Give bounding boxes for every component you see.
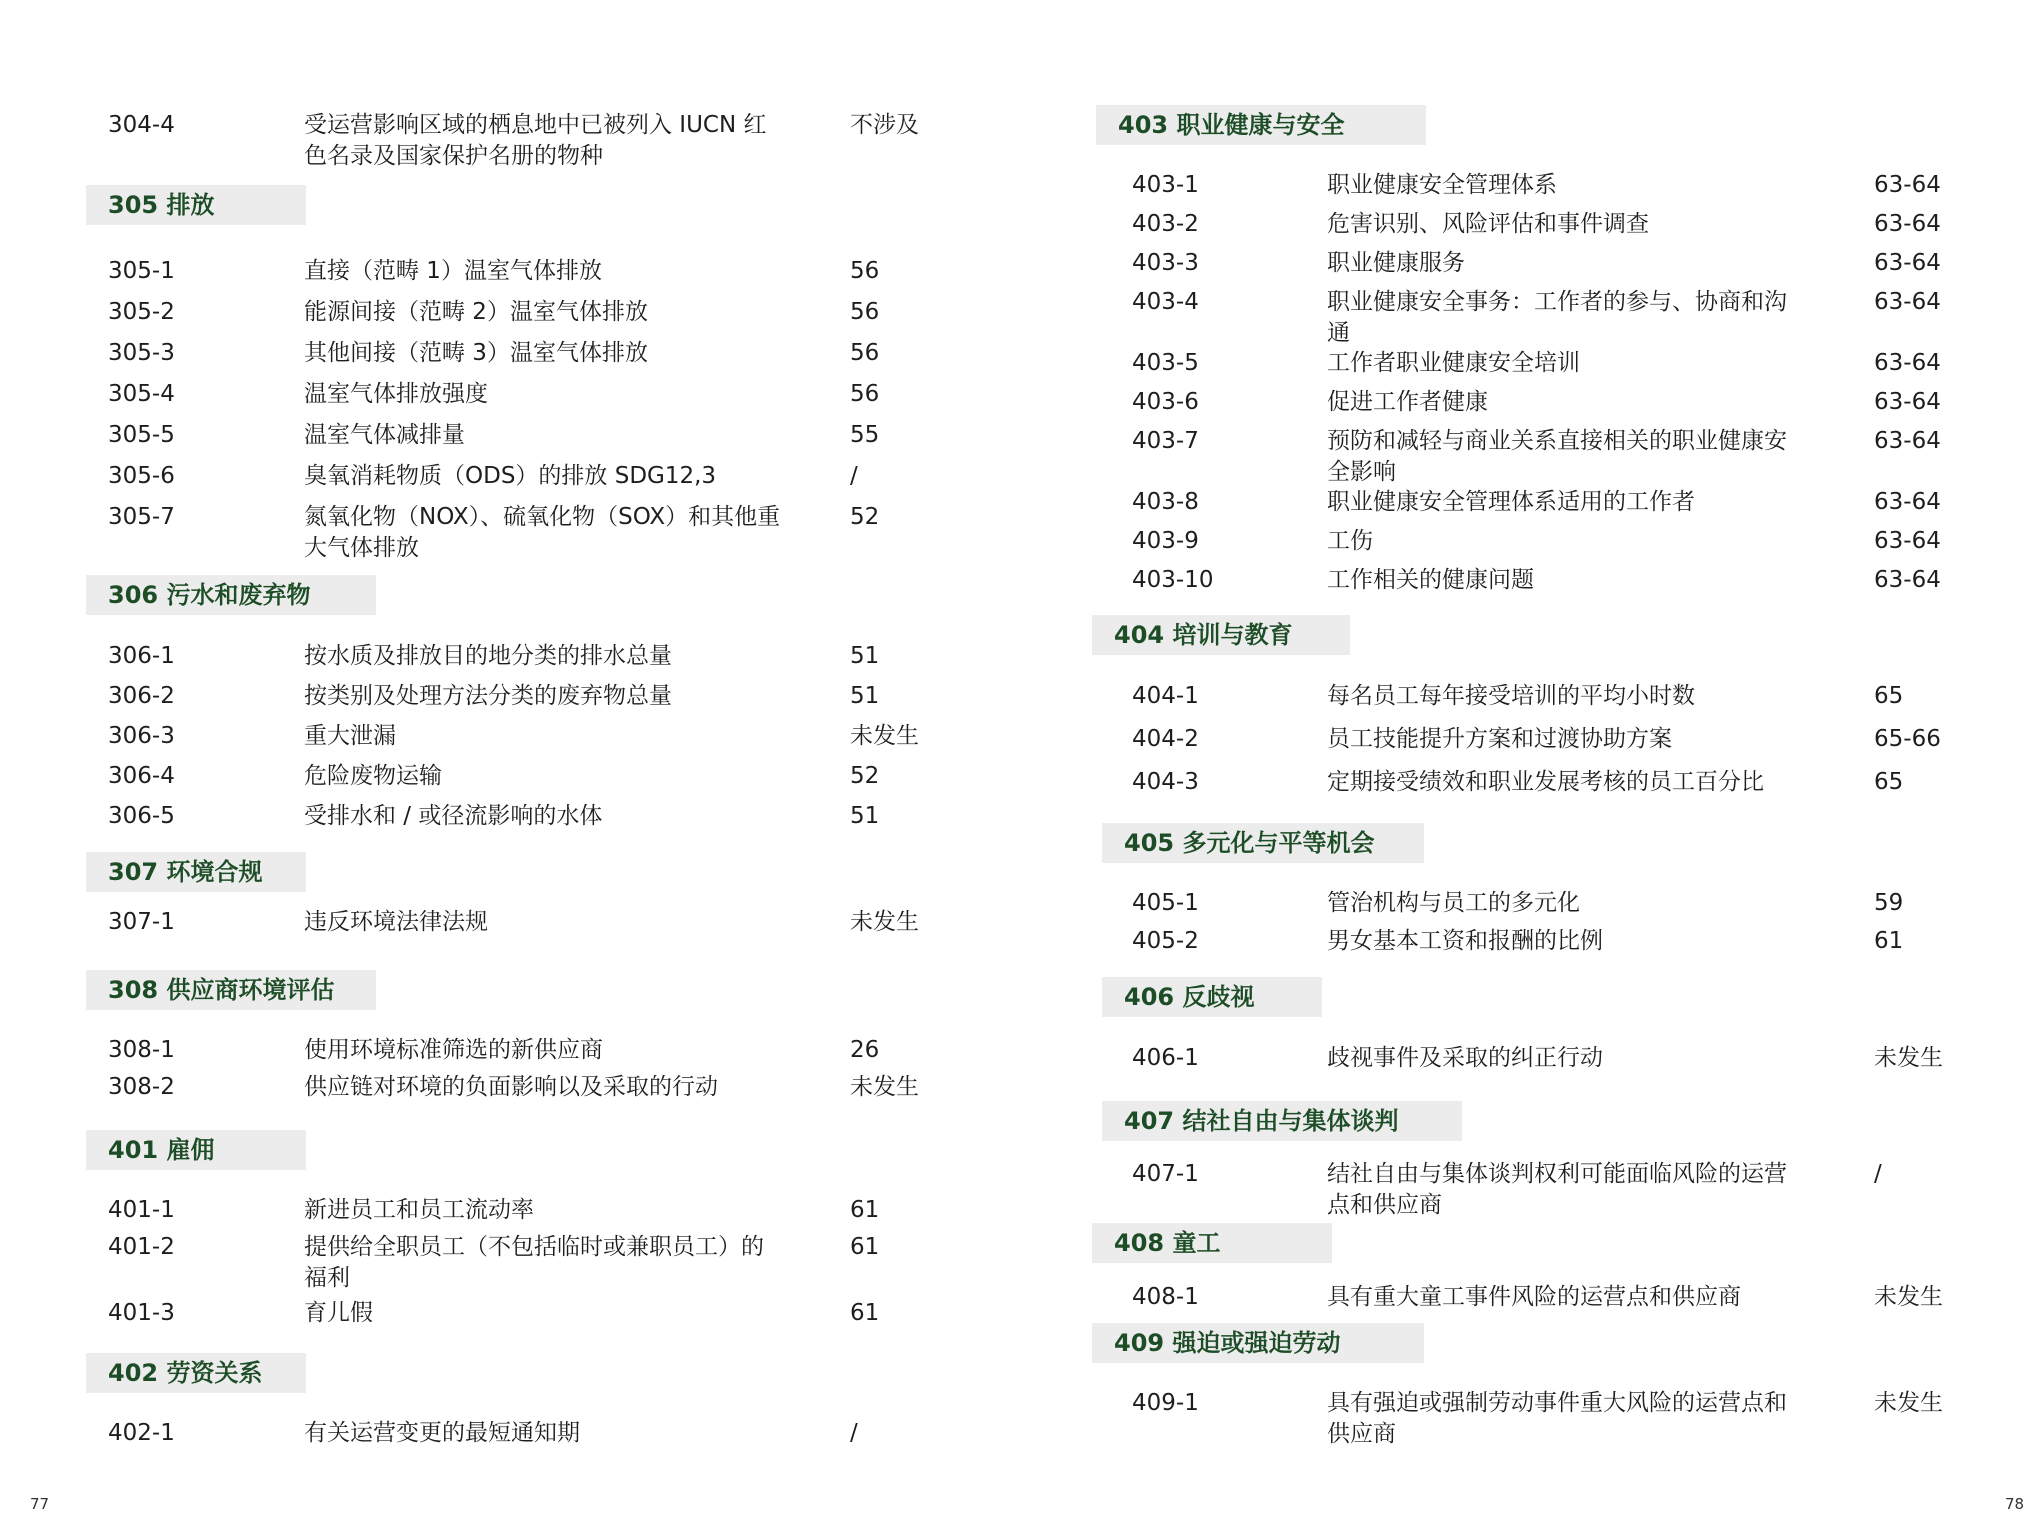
section-header-306: 306 污水和废弃物 — [86, 575, 376, 615]
disclosure-description: 温室气体减排量 — [304, 422, 465, 448]
disclosure-code: 403-9 — [1132, 528, 1199, 554]
disclosure-description: 受排水和 / 或径流影响的水体 — [304, 803, 603, 829]
disclosure-code: 305-4 — [108, 381, 175, 407]
disclosure-description: 能源间接（范畴 2）温室气体排放 — [304, 299, 648, 325]
page-reference: 未发生 — [1874, 1284, 1943, 1310]
disclosure-code: 308-2 — [108, 1074, 175, 1100]
disclosure-code: 407-1 — [1132, 1161, 1199, 1187]
page-reference: 63-64 — [1874, 350, 1941, 376]
disclosure-code: 404-3 — [1132, 769, 1199, 795]
page-reference: 61 — [850, 1234, 880, 1260]
disclosure-description: 职业健康安全管理体系 — [1327, 172, 1557, 198]
page-reference: / — [850, 463, 858, 489]
disclosure-description: 男女基本工资和报酬的比例 — [1327, 928, 1603, 954]
disclosure-description: 供应链对环境的负面影响以及采取的行动 — [304, 1074, 718, 1100]
page-reference: 56 — [850, 299, 880, 325]
disclosure-description: 违反环境法律法规 — [304, 909, 488, 935]
disclosure-code: 403-7 — [1132, 428, 1199, 454]
disclosure-description: 按类别及处理方法分类的废弃物总量 — [304, 683, 672, 709]
section-header-406: 406 反歧视 — [1102, 977, 1322, 1017]
section-header-401: 401 雇佣 — [86, 1130, 306, 1170]
disclosure-code: 307-1 — [108, 909, 175, 935]
disclosure-code: 305-6 — [108, 463, 175, 489]
page-reference: 56 — [850, 340, 880, 366]
disclosure-code: 405-2 — [1132, 928, 1199, 954]
disclosure-code: 305-5 — [108, 422, 175, 448]
disclosure-code: 402-1 — [108, 1420, 175, 1446]
disclosure-code: 403-6 — [1132, 389, 1199, 415]
disclosure-code: 306-5 — [108, 803, 175, 829]
page-reference: 55 — [850, 422, 880, 448]
disclosure-description: 新进员工和员工流动率 — [304, 1197, 534, 1223]
section-header-409: 409 强迫或强迫劳动 — [1092, 1323, 1424, 1363]
page-reference: 63-64 — [1874, 289, 1941, 315]
page-reference: 65 — [1874, 769, 1904, 795]
disclosure-code: 305-3 — [108, 340, 175, 366]
disclosure-description: 具有强迫或强制劳动事件重大风险的运营点和供应商 — [1327, 1390, 1787, 1447]
disclosure-description: 氮氧化物（NOX）、硫氧化物（SOX）和其他重大气体排放 — [304, 504, 781, 561]
page-reference: 63-64 — [1874, 389, 1941, 415]
disclosure-code: 403-4 — [1132, 289, 1199, 315]
disclosure-description: 职业健康服务 — [1327, 250, 1465, 276]
disclosure-description: 促进工作者健康 — [1327, 389, 1488, 415]
page-reference: 未发生 — [850, 1074, 919, 1100]
disclosure-description: 重大泄漏 — [304, 723, 396, 749]
page-reference: 未发生 — [1874, 1390, 1943, 1416]
page-reference: 51 — [850, 803, 880, 829]
disclosure-description: 每名员工每年接受培训的平均小时数 — [1327, 683, 1695, 709]
page-reference: 63-64 — [1874, 567, 1941, 593]
page-reference: 26 — [850, 1037, 880, 1063]
disclosure-code: 306-4 — [108, 763, 175, 789]
section-header-407: 407 结社自由与集体谈判 — [1102, 1101, 1462, 1141]
disclosure-description: 提供给全职员工（不包括临时或兼职员工）的福利 — [304, 1234, 764, 1291]
page-reference: 51 — [850, 683, 880, 709]
disclosure-code: 406-1 — [1132, 1045, 1199, 1071]
page-reference: 52 — [850, 763, 880, 789]
disclosure-code: 306-3 — [108, 723, 175, 749]
section-header-307: 307 环境合规 — [86, 852, 306, 892]
disclosure-description: 职业健康安全管理体系适用的工作者 — [1327, 489, 1695, 515]
section-header-403: 403 职业健康与安全 — [1096, 105, 1426, 145]
disclosure-description: 有关运营变更的最短通知期 — [304, 1420, 580, 1446]
disclosure-code: 304-4 — [108, 112, 175, 138]
disclosure-code: 403-5 — [1132, 350, 1199, 376]
disclosure-description: 其他间接（范畴 3）温室气体排放 — [304, 340, 648, 366]
page-reference: 51 — [850, 643, 880, 669]
page-reference: / — [850, 1420, 858, 1446]
disclosure-description: 具有重大童工事件风险的运营点和供应商 — [1327, 1284, 1741, 1310]
section-header-308: 308 供应商环境评估 — [86, 970, 376, 1010]
page-reference: 61 — [1874, 928, 1904, 954]
page-reference: 未发生 — [850, 723, 919, 749]
page-reference: 不涉及 — [850, 112, 919, 138]
disclosure-description: 管治机构与员工的多元化 — [1327, 890, 1580, 916]
section-header-408: 408 童工 — [1092, 1223, 1332, 1263]
page-reference: 63-64 — [1874, 172, 1941, 198]
disclosure-code: 404-2 — [1132, 726, 1199, 752]
disclosure-description: 臭氧消耗物质（ODS）的排放 SDG12,3 — [304, 463, 717, 489]
disclosure-code: 403-3 — [1132, 250, 1199, 276]
disclosure-description: 职业健康安全事务：工作者的参与、协商和沟通 — [1327, 289, 1787, 346]
disclosure-description: 工作相关的健康问题 — [1327, 567, 1534, 593]
disclosure-code: 403-2 — [1132, 211, 1199, 237]
page-reference: 63-64 — [1874, 428, 1941, 454]
disclosure-code: 306-1 — [108, 643, 175, 669]
page-reference: 61 — [850, 1197, 880, 1223]
page-reference: 59 — [1874, 890, 1904, 916]
page-reference: 未发生 — [1874, 1045, 1943, 1071]
disclosure-description: 温室气体排放强度 — [304, 381, 488, 407]
disclosure-code: 305-1 — [108, 258, 175, 284]
page-reference: 65-66 — [1874, 726, 1941, 752]
disclosure-description: 结社自由与集体谈判权利可能面临风险的运营点和供应商 — [1327, 1161, 1787, 1218]
disclosure-description: 定期接受绩效和职业发展考核的员工百分比 — [1327, 769, 1764, 795]
disclosure-code: 403-10 — [1132, 567, 1214, 593]
disclosure-description: 预防和减轻与商业关系直接相关的职业健康安全影响 — [1327, 428, 1787, 485]
section-header-405: 405 多元化与平等机会 — [1102, 823, 1424, 863]
disclosure-code: 305-2 — [108, 299, 175, 325]
page-reference: 52 — [850, 504, 880, 530]
disclosure-description: 受运营影响区域的栖息地中已被列入 IUCN 红色名录及国家保护名册的物种 — [304, 112, 767, 169]
disclosure-code: 305-7 — [108, 504, 175, 530]
page-reference: 未发生 — [850, 909, 919, 935]
page-reference: 61 — [850, 1300, 880, 1326]
disclosure-description: 育儿假 — [304, 1300, 373, 1326]
disclosure-code: 408-1 — [1132, 1284, 1199, 1310]
disclosure-description: 危害识别、风险评估和事件调查 — [1327, 211, 1649, 237]
disclosure-code: 404-1 — [1132, 683, 1199, 709]
page-reference: 63-64 — [1874, 489, 1941, 515]
page-reference: 56 — [850, 258, 880, 284]
disclosure-code: 306-2 — [108, 683, 175, 709]
disclosure-description: 使用环境标准筛选的新供应商 — [304, 1037, 603, 1063]
section-header-402: 402 劳资关系 — [86, 1353, 306, 1393]
disclosure-code: 401-2 — [108, 1234, 175, 1260]
page-reference: 63-64 — [1874, 250, 1941, 276]
disclosure-description: 危险废物运输 — [304, 763, 442, 789]
section-header-404: 404 培训与教育 — [1092, 615, 1350, 655]
disclosure-description: 员工技能提升方案和过渡协助方案 — [1327, 726, 1672, 752]
disclosure-description: 按水质及排放目的地分类的排水总量 — [304, 643, 672, 669]
page-reference: 63-64 — [1874, 528, 1941, 554]
disclosure-description: 工作者职业健康安全培训 — [1327, 350, 1580, 376]
disclosure-code: 403-1 — [1132, 172, 1199, 198]
disclosure-code: 403-8 — [1132, 489, 1199, 515]
disclosure-description: 歧视事件及采取的纠正行动 — [1327, 1045, 1603, 1071]
page-reference: 65 — [1874, 683, 1904, 709]
page-reference: 63-64 — [1874, 211, 1941, 237]
disclosure-code: 308-1 — [108, 1037, 175, 1063]
page-number-left: 77 — [30, 1495, 50, 1513]
disclosure-code: 401-3 — [108, 1300, 175, 1326]
disclosure-code: 405-1 — [1132, 890, 1199, 916]
disclosure-code: 401-1 — [108, 1197, 175, 1223]
page-reference: / — [1874, 1161, 1882, 1187]
disclosure-code: 409-1 — [1132, 1390, 1199, 1416]
section-header-305: 305 排放 — [86, 185, 306, 225]
disclosure-description: 工伤 — [1327, 528, 1373, 554]
page-number-right: 78 — [2005, 1495, 2025, 1513]
disclosure-description: 直接（范畴 1）温室气体排放 — [304, 258, 602, 284]
page-reference: 56 — [850, 381, 880, 407]
